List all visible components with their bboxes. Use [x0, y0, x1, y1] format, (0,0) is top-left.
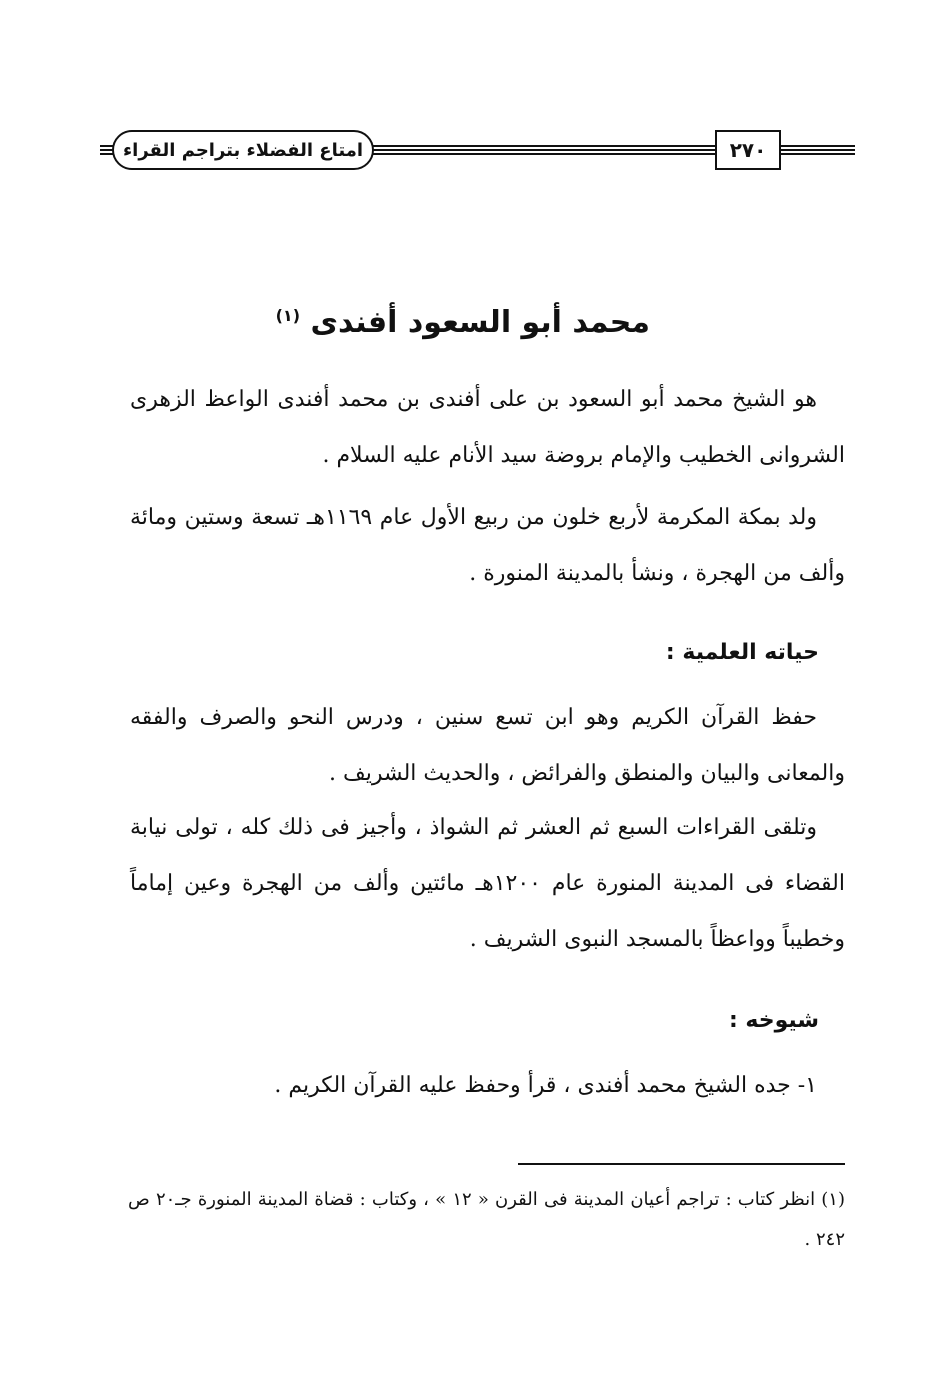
page-header [100, 128, 855, 180]
paragraph-intro: هو الشيخ محمد أبو السعود بن على أفندى بن محمد أفندى الواعظ الزهرى الشروانى الخطيب والإمام بروضة سيد الأنام عليه السلام . [130, 387, 845, 468]
paragraph-education: حفظ القرآن الكريم وهو ابن تسع سنين ، ودرس النحو والصرف والفقه والمعانى والبيان والمنطق والفرائض ، والحديث الشريف . [130, 705, 845, 786]
paragraph-birth: ولد بمكة المكرمة لأربع خلون من ربيع الأول عام ١١٦٩هـ تسعة وستين ومائة وألف من الهجرة ، ونشأ بالمدينة المنورة . [130, 505, 845, 586]
page-number: ٢٧٠ [715, 130, 781, 170]
footnote-rule [518, 1163, 845, 1165]
section-heading-scholarly-life: حياته العلمية : [665, 640, 819, 665]
section-heading-teachers: شيوخه : [728, 1008, 819, 1033]
running-title: امتاع الفضلاء بتراجم القراء [112, 130, 374, 170]
entry-title-text: محمد أبو السعود أفندى [310, 305, 650, 340]
entry-title [150, 305, 650, 340]
footnote-marker: (١) [275, 306, 300, 325]
list-item-teacher-1: ١- جده الشيخ محمد أفندى ، قرأ وحفظ عليه القرآن الكريم . [274, 1073, 817, 1098]
footnote: (١) انظر كتاب : تراجم أعيان المدينة فى القرن « ١٢ » ، وكتاب : قضاة المدينة المنورة جـ٢٠ ص ٢٤٢ . [128, 1189, 845, 1250]
paragraph-career: وتلقى القراءات السبع ثم العشر ثم الشواذ ، وأجيز فى ذلك كله ، تولى نيابة القضاء فى المدينة المنورة عام ١٢٠٠هـ مائتين وألف من الهجرة وعين إماماً وخطيباً وواعظاً بالمسجد النبوى الشريف . [130, 815, 845, 952]
